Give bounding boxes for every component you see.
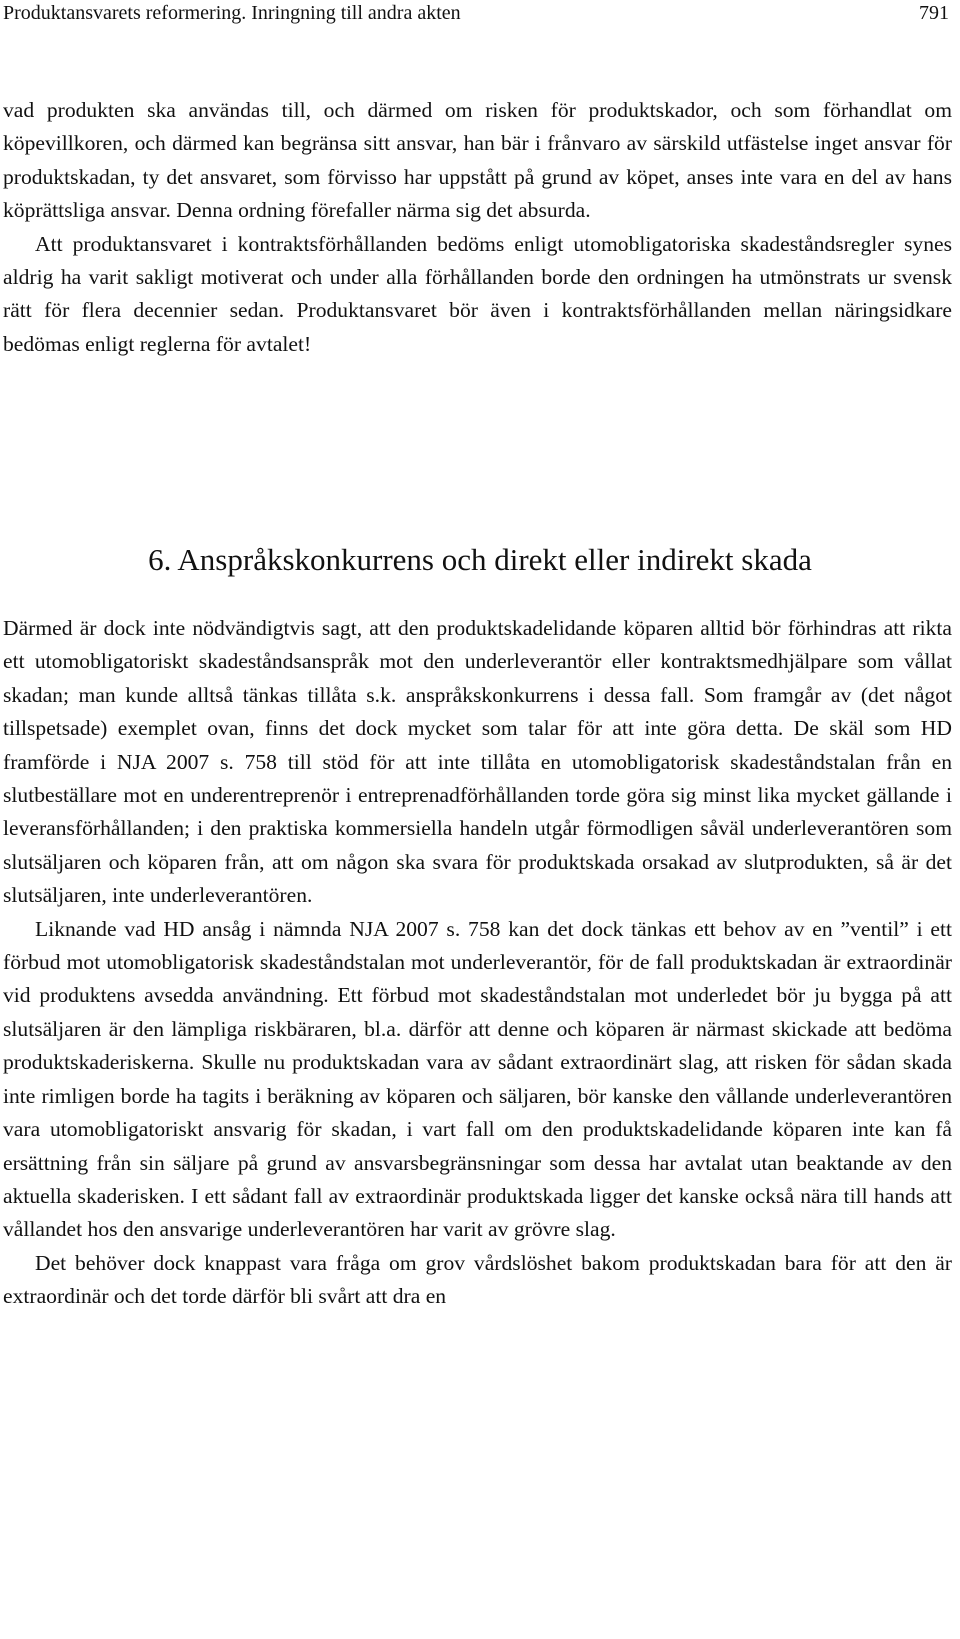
- top-text-block: [3, 94, 952, 361]
- running-head: [3, 0, 949, 26]
- paragraph: Det behöver dock knappast vara fråga om grov vårdslöshet bakom produktskadan bara för att den är extraordinär och det torde därför bli svårt att dra en: [3, 1250, 952, 1309]
- running-title: Produktansvarets reformering. Inringning till andra akten: [3, 2, 461, 24]
- section-heading: 6. Anspråkskonkurrens och direkt eller indirekt skada: [148, 542, 812, 577]
- page-number: 791: [919, 2, 949, 24]
- paragraph: Liknande vad HD ansåg i nämnda NJA 2007 s. 758 kan det dock tänkas ett behov av en ”ventil” i ett förbud mot utomobligatorisk skadeståndstalan mot underleverantör, för de fall produktskadan är extraordinär vid produktens avsedda användning. Ett förbud mot skadeståndstalan mot underledet bör ju bygga på att slutsäljaren är den lämpliga riskbäraren, bl.a. därför att denne och köparen är närmast skickade att bedöma produktskaderiskerna. Skulle nu produktskadan vara av sådant extraordinärt slag, att risken för sådan skada inte rimligen borde ha tagits i beräkning av köparen och säljaren, bör kanske den vållande underleverantören vara utomobligatoriskt ansvarig för skadan, i vart fall om den produktskadelidande köparen inte kan få ersättning från sin säljare på grund av ansvarsbegränsningar som dessa har avtalat utan beaktande av den aktuella skaderisken. I ett sådant fall av extraordinär produktskada ligger det kanske också nära till hands att vållandet hos den ansvarige underleverantören har varit av grövre slag.: [3, 916, 952, 1242]
- section-body: [3, 612, 952, 1314]
- paragraph-continued: vad produkten ska användas till, och därmed om risken för produktskador, och som förhandlat om köpevillkoren, och därmed kan begränsa sitt ansvar, han bär i frånvaro av särskild utfästelse inget ansvar för produktskadan, ty det ansvaret, som förvisso har uppstått på grund av köpet, anses inte vara en del av hans köprättsliga ansvar. Denna ordning förefaller närma sig det absurda.: [3, 98, 952, 223]
- paragraph: Därmed är dock inte nödvändigtvis sagt, att den produktskadelidande köparen alltid bör förhindras att rikta ett utomobligatoriskt skadeståndsanspråk mot den underleverantör eller kontraktsmedhjälpare som vållat skadan; man kunde alltså tänkas tillåta s.k. anspråkskonkurrens i dessa fall. Som framgår av (det något tillspetsade) exemplet ovan, finns det dock mycket som talar för att inte göra detta. De skäl som HD framförde i NJA 2007 s. 758 till stöd för att inte tillåta en utomobligatorisk skadeståndstalan från en slutbeställare mot en underentreprenör i entreprenadförhållanden torde göra sig minst lika mycket gällande i leveransförhållanden; i den praktiska kommersiella handeln utgår förmodligen såväl underleverantören som slutsäljaren och köparen från, att om någon ska svara för produktskada orsakad av slutprodukten, så är det slutsäljaren, inte underleverantören.: [3, 616, 952, 908]
- paragraph: Att produktansvaret i kontraktsförhållanden bedöms enligt utomobligatoriska skadeståndsregler synes aldrig ha varit sakligt motiverat och under alla förhållanden borde den ordningen ha utmönstrats ur svensk rätt för flera decennier sedan. Produktansvaret bör även i kontraktsförhållanden mellan näringsidkare bedömas enligt reglerna för avtalet!: [3, 231, 952, 356]
